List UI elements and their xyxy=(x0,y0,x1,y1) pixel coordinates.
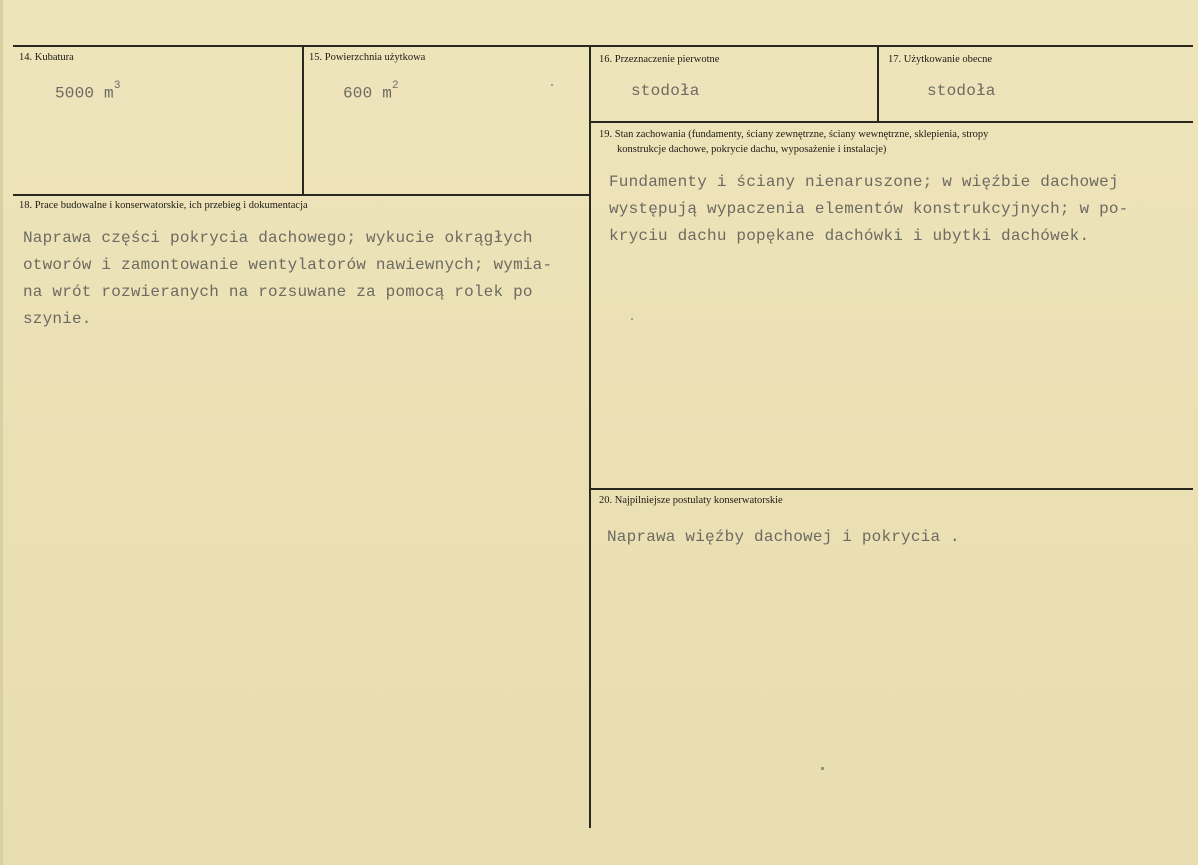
field-16-value: stodoła xyxy=(631,82,700,100)
top-rule xyxy=(13,45,1193,47)
field-14-value xyxy=(55,76,121,107)
field-17-label: 17. Użytkowanie obecne xyxy=(888,54,993,65)
field-15-label: 15. Powierzchnia użytkowa xyxy=(309,52,426,63)
field-14-unit-exponent: 3 xyxy=(113,80,121,92)
paper-speck xyxy=(551,84,553,86)
field-18-label: 18. Prace budowalne i konserwatorskie, ich przebieg i dokumentacja xyxy=(19,200,308,211)
field-20-label: 20. Najpilniejsze postulaty konserwatorskie xyxy=(599,495,783,506)
rule-below-16-17 xyxy=(590,121,1193,123)
field-20-value: Naprawa więźby dachowej i pokrycia . xyxy=(607,528,960,546)
divider-16-17 xyxy=(877,46,879,122)
divider-left-right xyxy=(589,46,591,828)
field-15-unit-exponent: 2 xyxy=(392,80,399,92)
field-15-number: 600 m xyxy=(343,84,393,103)
field-14-number: 5000 m xyxy=(55,84,114,103)
rule-above-20 xyxy=(590,488,1193,490)
paper-speck xyxy=(631,318,633,320)
rule-above-18 xyxy=(13,194,590,196)
field-17-value: stodoła xyxy=(927,82,996,100)
field-19-label-line1: 19. Stan zachowania (fundamenty, ściany zewnętrzne, ściany wewnętrzne, sklepienia, stropy xyxy=(599,129,989,140)
field-18-value: Naprawa części pokrycia dachowego; wykucie okrągłych otworów i zamontowanie wentylatorów nawiewnych; wymia- na wrót rozwieranych na rozsuwane za pomocą rolek po szynie. xyxy=(23,229,553,328)
field-16-label: 16. Przeznaczenie pierwotne xyxy=(599,54,720,65)
field-19-label-line2: konstrukcje dachowe, pokrycie dachu, wyposażenie i instalacje) xyxy=(617,144,887,155)
field-14-label: 14. Kubatura xyxy=(19,52,74,63)
field-19-value: Fundamenty i ściany nienaruszone; w więźbie dachowej występują wypaczenia elementów konstrukcyjnych; w po- kryciu dachu popękane dachówki i ubytki dachówek. xyxy=(609,173,1129,245)
paper-speck xyxy=(821,767,824,770)
field-15-value xyxy=(343,76,399,107)
divider-14-15 xyxy=(302,46,304,194)
